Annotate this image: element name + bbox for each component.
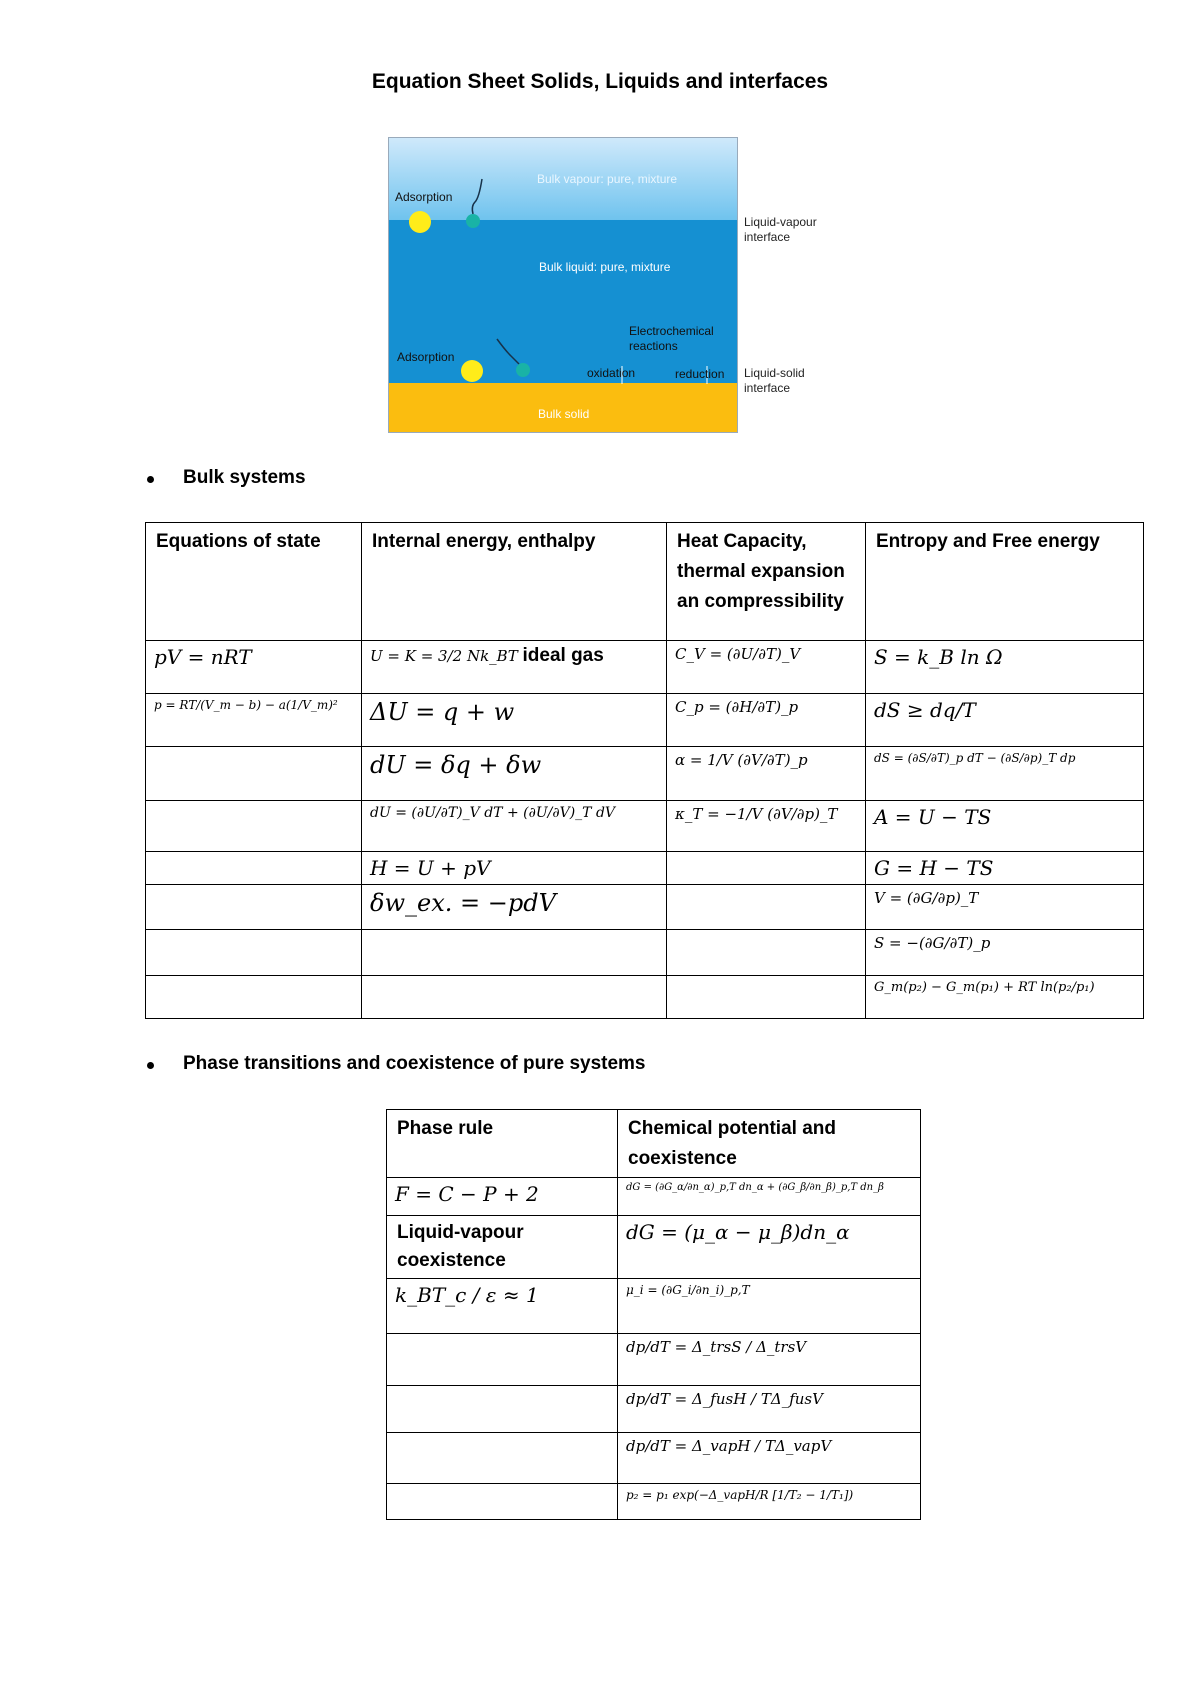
bulk-heading-text: Bulk systems (183, 467, 306, 488)
oxidation-label: oxidation (587, 366, 636, 380)
diagram-frame (388, 137, 738, 433)
bulk-cell: ΔU = q + w (362, 694, 667, 747)
phase-cell (387, 1386, 618, 1433)
bulk-cell (146, 930, 362, 976)
bulk-header-cell: Equations of state (146, 523, 362, 641)
bulk-cell: G = H − TS (866, 852, 1144, 885)
phase-cell: dp/dT = Δ_fusH / TΔ_fusV (618, 1386, 921, 1433)
lv-interface-label: Liquid-vapour interface (744, 215, 817, 244)
bulk-cell (362, 976, 667, 1019)
bullet-dot (147, 476, 154, 483)
bulk-vapour-label: Bulk vapour: pure, mixture (537, 172, 678, 186)
bulk-cell (146, 976, 362, 1019)
bulk-cell: H = U + pV (362, 852, 667, 885)
bulk-cell: S = k_B ln Ω (866, 641, 1144, 694)
phase-cell (387, 1334, 618, 1386)
bulk-cell (667, 852, 866, 885)
bulk-cell: dU = δq + δw (362, 747, 667, 801)
phase-cell: F = C − P + 2 (387, 1178, 618, 1216)
phase-cell: μ_i = (∂G_i/∂n_i)_p,T (618, 1279, 921, 1334)
adsorbed-particle-bottom (461, 360, 483, 382)
bulk-cell (146, 801, 362, 852)
bulk-header-cell: Internal energy, enthalpy (362, 523, 667, 641)
phase-cell (387, 1484, 618, 1520)
surfactant-tail-top (472, 179, 482, 214)
interface-diagram (388, 137, 817, 431)
ls-interface-label: Liquid-solid interface (744, 366, 805, 395)
bulk-cell: p = RT/(V_m − b) − a(1/V_m)² (146, 694, 362, 747)
adsorbed-particle-top (409, 211, 431, 233)
bulk-cell: V = (∂G/∂p)_T (866, 885, 1144, 930)
phase-cell: dG = (∂G_α/∂n_α)_p,T dn_α + (∂G_β/∂n_β)_p,T dn_β (618, 1178, 921, 1216)
bulk-cell (146, 885, 362, 930)
bulk-cell: A = U − TS (866, 801, 1144, 852)
bullet-dot (147, 1062, 154, 1069)
bulk-header-cell: Heat Capacity, thermal expansion an compressibility (667, 523, 866, 641)
bulk-cell (667, 885, 866, 930)
bulk-cell: pV = nRT (146, 641, 362, 694)
bulk-cell-eq: U = K = 3/2 Nk_BT (370, 647, 518, 665)
reduction-label: reduction (675, 367, 725, 381)
bulk-cell (362, 930, 667, 976)
bulk-systems-table (145, 522, 1144, 1019)
bulk-solid-label: Bulk solid (538, 407, 590, 421)
phase-heading-text: Phase transitions and coexistence of pure systems (183, 1053, 646, 1074)
bulk-cell (146, 747, 362, 801)
phase-cell: dp/dT = Δ_trsS / Δ_trsV (618, 1334, 921, 1386)
bulk-cell: C_p = (∂H/∂T)_p (667, 694, 866, 747)
bulk-cell: dS ≥ dq/T (866, 694, 1144, 747)
phase-table (386, 1109, 921, 1520)
surfactant-tail-bottom (497, 339, 519, 364)
phase-cell: Liquid-vapour coexistence (387, 1216, 618, 1279)
bulk-cell (667, 930, 866, 976)
electrochem-label: Electrochemical reactions (629, 324, 714, 353)
phase-cell: p₂ = p₁ exp(−Δ_vapH/R [1/T₂ − 1/T₁]) (618, 1484, 921, 1520)
bulk-liquid-label: Bulk liquid: pure, mixture (539, 260, 671, 274)
bulk-cell: G_m(p₂) − G_m(p₁) + RT ln(p₂/p₁) (866, 976, 1144, 1019)
phase-cell: dG = (μ_α − μ_β)dn_α (618, 1216, 921, 1279)
phase-cell: dp/dT = Δ_vapH / TΔ_vapV (618, 1433, 921, 1484)
bulk-cell (667, 976, 866, 1019)
bulk-cell (146, 852, 362, 885)
bulk-cell: dS = (∂S/∂T)_p dT − (∂S/∂p)_T dp (866, 747, 1144, 801)
phase-cell (387, 1433, 618, 1484)
ideal-gas-note: ideal gas (522, 645, 604, 666)
bulk-cell: C_V = (∂U/∂T)_V (667, 641, 866, 694)
bulk-cell: dU = (∂U/∂T)_V dT + (∂U/∂V)_T dV (362, 801, 667, 852)
molecule-top (466, 214, 480, 228)
bulk-cell: κ_T = −1/V (∂V/∂p)_T (667, 801, 866, 852)
bulk-cell: S = −(∂G/∂T)_p (866, 930, 1144, 976)
bulk-cell: δw_ex. = −pdV (362, 885, 667, 930)
page-title: Equation Sheet Solids, Liquids and interfaces (371, 70, 829, 93)
molecule-bottom (516, 363, 530, 377)
phase-cell: k_BT_c / ε ≈ 1 (387, 1279, 618, 1334)
adsorption-top-label: Adsorption (395, 190, 453, 204)
phase-header-cell: Chemical potential and coexistence (618, 1110, 921, 1178)
phase-header-cell: Phase rule (387, 1110, 618, 1178)
adsorption-bottom-label: Adsorption (397, 350, 455, 364)
bulk-cell: α = 1/V (∂V/∂T)_p (667, 747, 866, 801)
bulk-cell (362, 641, 667, 694)
bulk-header-cell: Entropy and Free energy (866, 523, 1144, 641)
